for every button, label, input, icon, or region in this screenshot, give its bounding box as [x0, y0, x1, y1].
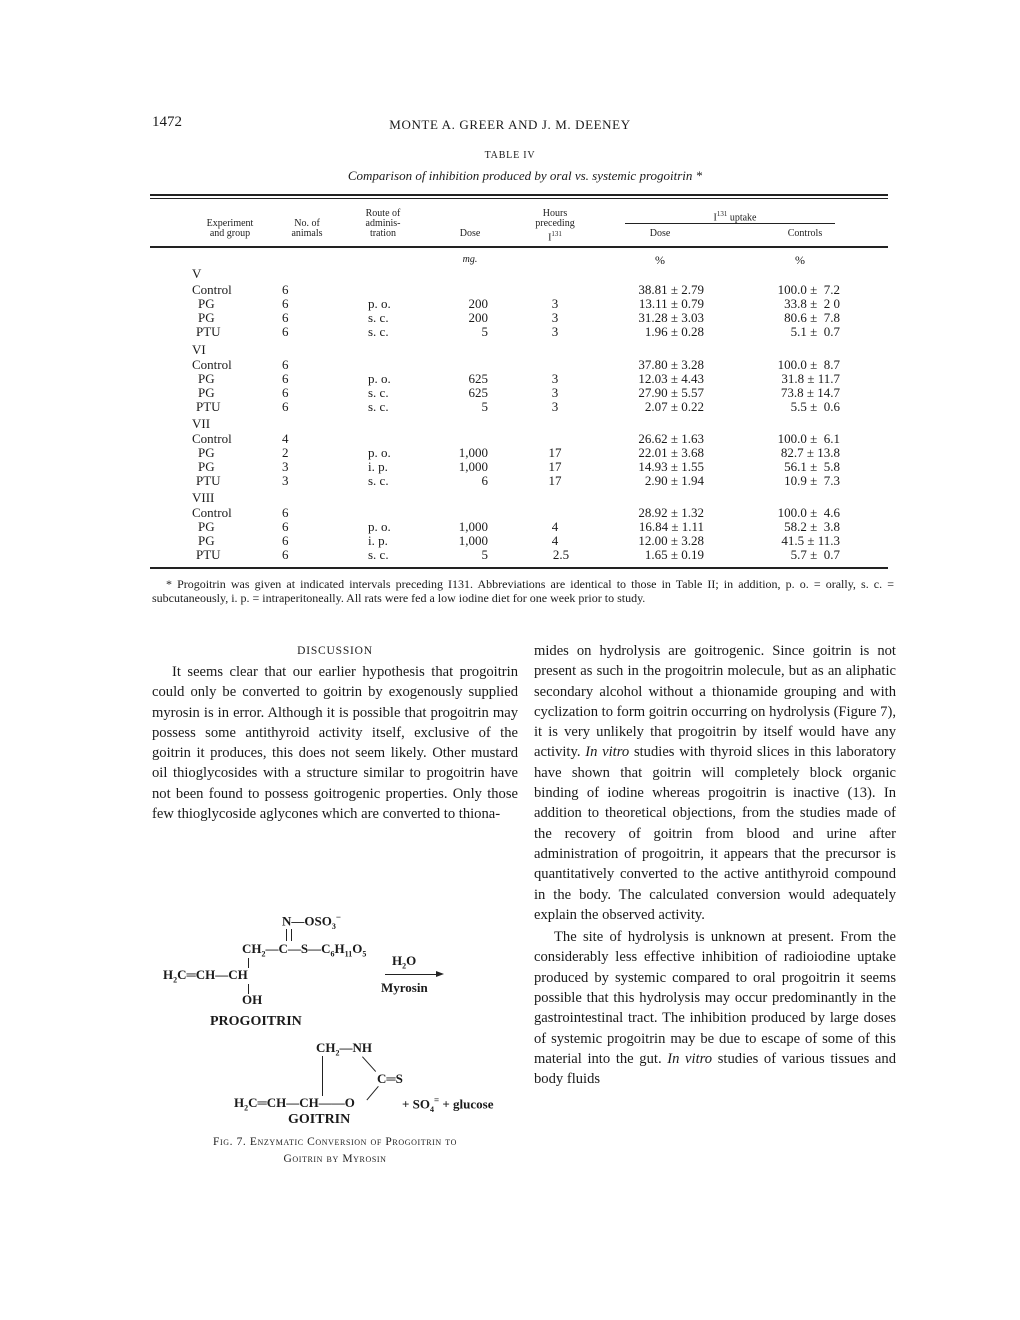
cell-group: PG [198, 385, 215, 400]
page-number: 1472 [152, 114, 182, 130]
experiment-label: VIII [192, 490, 215, 505]
cell-controls: 41.5 ± 11.3 [781, 533, 840, 548]
cell-group: PG [198, 519, 215, 534]
cell-uptake: 1.65 ± 0.19 [644, 547, 704, 562]
header-hours-line3: $I^{131}$ [548, 230, 562, 244]
cell-animals: 4 [282, 431, 289, 446]
header-route-line3: tration [369, 228, 397, 239]
cell-animals: 3 [282, 473, 289, 488]
cell-group: PTU [196, 547, 221, 562]
experiment-label: VII [192, 416, 211, 431]
header-experiment-line1: Experiment [206, 218, 254, 229]
chem-ring-bond [362, 1056, 376, 1072]
cell-group: PG [198, 310, 215, 325]
header-animals-line2: animals [291, 228, 323, 239]
header-uptake-dose: Dose [649, 228, 671, 239]
cell-dose: 1,000 [458, 533, 488, 548]
table-footnote [152, 577, 894, 605]
chem-c-s: C═S [377, 1071, 403, 1086]
cell-controls: 10.9 ± 7.3 [784, 473, 840, 488]
cell-controls: 56.1 ± 5.8 [784, 459, 840, 474]
unit-uptake-dose: % [655, 253, 665, 267]
chem-goitrin-chain: $H_2C═CH—CH——O$ [234, 1095, 355, 1113]
cell-animals: 6 [282, 282, 289, 297]
chem-bond-vertical [248, 958, 249, 968]
cell-uptake: 37.80 ± 3.28 [638, 357, 704, 372]
cell-route: i. p. [368, 459, 388, 474]
cell-animals: 6 [282, 310, 289, 325]
cell-hours: 3 [551, 310, 559, 325]
cell-route: s. c. [368, 399, 389, 414]
cell-hours: 3 [551, 324, 559, 339]
cell-uptake: 26.62 ± 1.63 [638, 431, 704, 446]
table-bottom-rule [150, 567, 888, 569]
cell-controls: 31.8 ± 11.7 [781, 371, 840, 386]
cell-route: s. c. [368, 310, 389, 325]
cell-controls: 100.0 ± 6.1 [777, 431, 840, 446]
goitrin-label: GOITRIN [288, 1112, 351, 1127]
cell-dose: 200 [468, 310, 488, 325]
cell-hours: 4 [551, 519, 559, 534]
cell-uptake: 1.96 ± 0.28 [644, 324, 704, 339]
cell-dose: 1,000 [458, 445, 488, 460]
cell-dose: 625 [468, 385, 488, 400]
reaction-products: + $SO_4^= + glucose$ [402, 1095, 494, 1114]
cell-uptake: 16.84 ± 1.11 [638, 519, 704, 534]
discussion-paragraph: It seems clear that our earlier hypothesis that progoitrin could only be converted to goitrin by exogenously supplied myrosin is in error. Although it is possible that progoitrin may possess some antithyroid activity itself, exclusive of the goitrin it produces, this does not seem likely. Other mustard oil thioglycosides with a structure similar to progoitrin have not been found to possess goitrogenic properties. Only those few thioglycoside aglycones which are converted to thiona- [152, 664, 518, 823]
header-route-line2: adminis- [365, 218, 401, 229]
cell-controls: 82.7 ± 13.8 [780, 445, 840, 460]
cell-uptake: 14.93 ± 1.55 [638, 459, 704, 474]
cell-group: Control [192, 431, 232, 446]
cell-group: PG [198, 371, 215, 386]
cell-route: p. o. [368, 445, 391, 460]
cell-uptake: 13.11 ± 0.79 [638, 296, 704, 311]
cell-route: s. c. [368, 385, 389, 400]
cell-group: Control [192, 282, 232, 297]
figure-caption-line2: Goitrin by Myrosin [283, 1153, 387, 1165]
unit-uptake-controls: % [795, 253, 805, 267]
discussion-paragraph [534, 641, 896, 925]
cell-hours: 3 [551, 399, 559, 414]
cell-dose: 200 [468, 296, 488, 311]
cell-route: p. o. [368, 371, 391, 386]
chem-double-bond [286, 929, 292, 941]
text-run: mides on hydrolysis are goitrogenic. Since goitrin is not present as such in the progoitrin molecule, but as an aliphatic secondary alcohol without a thionamide grouping and with cyclization to form goitrin occurring on hydrolysis (Figure 7), it is very unlikely that progoitrin by itself would have any activity. [534, 643, 896, 761]
cell-dose: 5 [481, 399, 488, 414]
cell-uptake: 12.00 ± 3.28 [638, 533, 704, 548]
table-footnote-text: * Progoitrin was given at indicated intervals preceding I131. Abbreviations are identical to those in Table II; in addition, p. o. = orally, s. c. = subcutaneously, i. p. = intraperitoneally. All rats were fed a low iodine diet for one week prior to study. [152, 577, 894, 605]
cell-uptake: 22.01 ± 3.68 [638, 445, 704, 460]
cell-hours: 4 [551, 533, 559, 548]
cell-dose: 5 [481, 547, 488, 562]
cell-uptake: 31.28 ± 3.03 [638, 310, 704, 325]
chem-ring-bond [322, 1056, 323, 1096]
header-animals [277, 219, 337, 239]
italic-text: In vitro [667, 1050, 713, 1067]
cell-animals: 6 [282, 547, 289, 562]
cell-route: s. c. [368, 473, 389, 488]
cell-controls: 5.7 ± 0.7 [790, 547, 840, 562]
table-caption: Comparison of inhibition produced by oral vs. systemic progoitrin * [347, 168, 703, 183]
cell-group: Control [192, 505, 232, 520]
text-run: studies with thyroid slices in this laboratory have shown that goitrin will completely block organic binding of iodine whereas progoitrin is inactive (13). In addition to theoretical objections, from the studies made of the recovery of goitrin from blood and urine after administration of progoitrin, it appears that the precursor is quantitatively converted to the active antithyroid compound in the body. The calculated conversion would adequately explain the observed activity. [534, 744, 897, 923]
cell-group: PG [198, 445, 215, 460]
cell-route: i. p. [368, 533, 388, 548]
header-hours [515, 209, 595, 243]
experiment-label: V [192, 266, 202, 281]
arrow-head-icon [436, 971, 444, 977]
unit-dose: mg. [462, 254, 478, 265]
reagent-myrosin: Myrosin [381, 980, 428, 995]
cell-controls: 100.0 ± 7.2 [777, 282, 840, 297]
discussion-paragraph [534, 927, 896, 1089]
cell-animals: 6 [282, 385, 289, 400]
header-animals-line1: No. of [294, 218, 320, 229]
cell-animals: 6 [282, 399, 289, 414]
header-experiment-line2: and group [209, 228, 251, 239]
cell-hours: 17 [548, 459, 562, 474]
cell-dose: 6 [481, 473, 488, 488]
cell-controls: 100.0 ± 4.6 [777, 505, 840, 520]
cell-hours: 3 [551, 371, 559, 386]
discussion-left-column [152, 662, 518, 824]
italic-text: In vitro [585, 744, 630, 761]
table-top-rule-2 [150, 198, 888, 199]
header-experiment [190, 219, 270, 239]
table-top-rule [150, 194, 888, 196]
text-run: studies of various tissues and body fluids [534, 1050, 897, 1088]
chem-oh: OH [242, 992, 263, 1007]
cell-route: s. c. [368, 324, 389, 339]
cell-route: s. c. [368, 547, 389, 562]
cell-controls: 80.6 ± 7.8 [784, 310, 840, 325]
chem-n-oso3: $N—OSO_3^-$ [282, 912, 341, 931]
header-route [348, 209, 418, 239]
running-head: MONTE A. GREER AND J. M. DEENEY [389, 117, 631, 132]
table-label: TABLE IV [484, 150, 536, 161]
text-run: The site of hydrolysis is unknown at present. From the considerably less effective inhibition of radioiodine uptake produced by systemic compared to oral progoitrin it seems possible that this hydrolysis may occur predominantly in the gastrointestinal tract. The inhibition produced by large doses of systemic progoitrin may be due to escape of some of this material into the gut. [534, 929, 896, 1067]
cell-uptake: 28.92 ± 1.32 [638, 505, 704, 520]
cell-animals: 6 [282, 533, 289, 548]
header-route-line1: Route of [365, 208, 401, 219]
cell-group: PG [198, 296, 215, 311]
cell-dose: 1,000 [458, 519, 488, 534]
experiment-label: VI [192, 342, 206, 357]
cell-animals: 6 [282, 519, 289, 534]
reaction-arrow [385, 974, 440, 975]
cell-animals: 6 [282, 296, 289, 311]
cell-route: p. o. [368, 296, 391, 311]
cell-controls: 33.8 ± 2 0 [784, 296, 840, 311]
cell-group: PG [198, 533, 215, 548]
header-hours-line1: Hours [542, 208, 568, 219]
cell-controls: 5.5 ± 0.6 [790, 399, 840, 414]
cell-group: PTU [196, 399, 221, 414]
chem-ch2-c-s: $CH_2—C—S—C_6H_{11}O_5$ [242, 941, 367, 959]
cell-group: PTU [196, 324, 221, 339]
cell-animals: 6 [282, 505, 289, 520]
cell-uptake: 12.03 ± 4.43 [638, 371, 704, 386]
cell-dose: 1,000 [458, 459, 488, 474]
discussion-right-column [534, 641, 896, 1090]
cell-uptake: 2.90 ± 1.94 [644, 473, 704, 488]
cell-hours: 17 [548, 445, 562, 460]
chem-h2c-ch-ch: $H_2C═CH—CH$ [163, 967, 248, 985]
reagent-water: $H_2O$ [392, 953, 417, 971]
cell-hours: 3 [551, 385, 559, 400]
cell-group: PTU [196, 473, 221, 488]
cell-animals: 6 [282, 357, 289, 372]
cell-animals: 2 [282, 445, 289, 460]
cell-controls: 5.1 ± 0.7 [790, 324, 840, 339]
cell-controls: 73.8 ± 14.7 [780, 385, 840, 400]
chem-ring-bond [366, 1086, 378, 1100]
cell-animals: 3 [282, 459, 289, 474]
cell-hours: 3 [551, 296, 559, 311]
header-uptake-controls: Controls [787, 228, 823, 239]
cell-animals: 6 [282, 324, 289, 339]
cell-animals: 6 [282, 371, 289, 386]
cell-uptake: 38.81 ± 2.79 [638, 282, 704, 297]
cell-dose: 625 [468, 371, 488, 386]
header-dose: Dose [459, 228, 481, 239]
cell-dose: 5 [481, 324, 488, 339]
cell-hours: 2.5 [552, 547, 570, 562]
cell-uptake: 2.07 ± 0.22 [644, 399, 704, 414]
table-header-rule [150, 246, 888, 248]
progoitrin-label: PROGOITRIN [210, 1014, 302, 1029]
cell-controls: 58.2 ± 3.8 [784, 519, 840, 534]
cell-group: PG [198, 459, 215, 474]
cell-hours: 17 [548, 473, 562, 488]
cell-controls: 100.0 ± 8.7 [777, 357, 840, 372]
cell-route: p. o. [368, 519, 391, 534]
section-title-discussion: DISCUSSION [297, 645, 373, 657]
header-hours-line2: preceding [535, 218, 575, 229]
header-uptake-group: $I^{131}$ uptake [713, 210, 757, 224]
cell-uptake: 27.90 ± 5.57 [638, 385, 704, 400]
cell-group: Control [192, 357, 232, 372]
figure-caption-line1: Fig. 7. Enzymatic Conversion of Progoitrin to [213, 1136, 457, 1148]
chem-ch2-nh: $CH_2—NH$ [316, 1040, 372, 1058]
